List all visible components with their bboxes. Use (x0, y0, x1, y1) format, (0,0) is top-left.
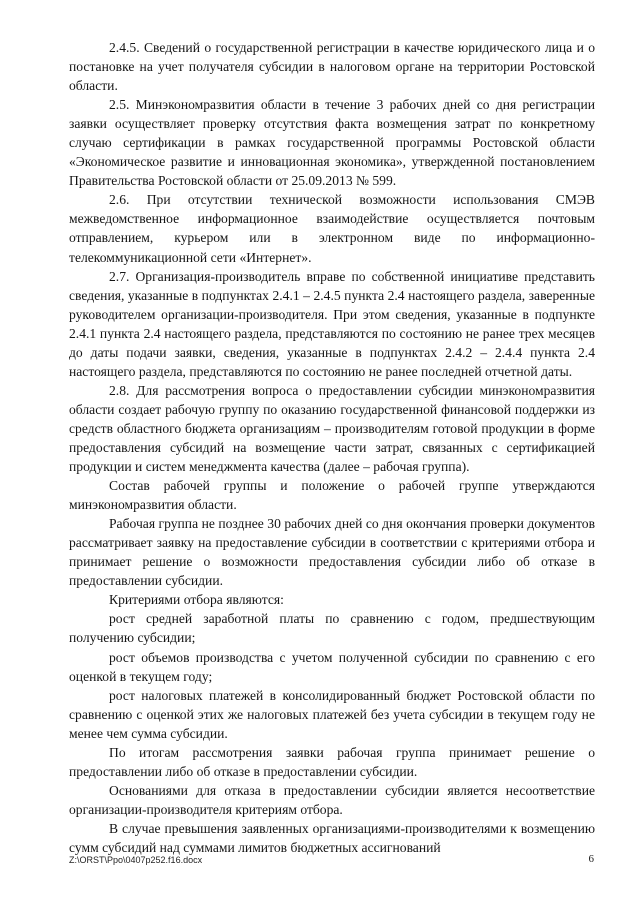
paragraph-2-4-5: 2.4.5. Сведений о государственной регистрации в качестве юридического лица и о постановке на учет получателя субсидии в налоговом органе на территории Ростовской области. (69, 40, 595, 94)
paragraph-criterion-production: рост объемов производства с учетом полученной субсидии по сравнению с его оценкой в текущем году; (69, 649, 595, 684)
paragraph-working-group-review: Рабочая группа не позднее 30 рабочих дней со дня окончания проверки документов рассматривает заявку на предоставление субсидии в соответствии с критериями отбора и принимает решение о возможности предоставления субсидии либо об отказе в предоставлении субсидии. (69, 516, 595, 589)
paragraph-2-7: 2.7. Организация-производитель вправе по собственной инициативе представить сведения, указанные в подпунктах 2.4.1 – 2.4.5 пункта 2.4 настоящего раздела, заверенные руководителем организации-производителя. При этом сведения, указанные в подпункте 2.4.1 пункта 2.4 настоящего раздела, представляются по состоянию не ранее трех месяцев до даты подачи заявки, сведения, указанные в подпунктах 2.4.2 – 2.4.4 пункта 2.4 настоящего раздела, представляются по состоянию не ранее последней отчетной даты. (69, 268, 595, 379)
footer-page-number: 6 (588, 853, 594, 865)
paragraph-criterion-taxes: рост налоговых платежей в консолидированный бюджет Ростовской области по сравнению с оценкой этих же налоговых платежей без учета субсидии в текущем году не менее чем сумма субсидии. (69, 687, 595, 741)
paragraph-decision: По итогам рассмотрения заявки рабочая группа принимает решение о предоставлении либо об отказе в предоставлении субсидии. (69, 744, 595, 779)
document-body (69, 38, 595, 857)
footer-file-path: Z:\ORST\Ppo\0407p252.f16.docx (69, 855, 203, 865)
paragraph-working-group-composition: Состав рабочей группы и положение о рабочей группе утверждаются минэкономразвития области. (69, 478, 595, 513)
paragraph-criterion-salary: рост средней заработной платы по сравнению с годом, предшествующим получению субсидии; (69, 611, 595, 646)
paragraph-excess-claims: В случае превышения заявленных организациями-производителями к возмещению сумм субсидий над суммами лимитов бюджетных ассигнований (69, 820, 595, 855)
paragraph-2-6: 2.6. При отсутствии технической возможности использования СМЭВ межведомственное информационное взаимодействие осуществляется почтовым отправлением, курьером или в электронном виде по информационно-телекоммуникационной сети «Интернет». (69, 192, 595, 265)
paragraph-criteria-heading: Критериями отбора являются: (109, 592, 284, 608)
paragraph-refusal-grounds: Основаниями для отказа в предоставлении субсидии является несоответствие организации-производителя критериям отбора. (69, 782, 595, 817)
paragraph-2-8: 2.8. Для рассмотрения вопроса о предоставлении субсидии минэкономразвития области создает рабочую группу по оказанию государственной финансовой поддержки из средств областного бюджета организациям – производителям готовой продукции в форме предоставления субсидий на возмещение части затрат, связанных с сертификацией продукции и систем менеджмента качества (далее – рабочая группа). (69, 382, 595, 475)
paragraph-2-5: 2.5. Минэкономразвития области в течение 3 рабочих дней со дня регистрации заявки осуществляет проверку отсутствия факта возмещения затрат по конкретному случаю сертификации в рамках государственной программы Ростовской области «Экономическое развитие и инновационная экономика», утвержденной постановлением Правительства Ростовской области от 25.09.2013 № 599. (69, 97, 595, 189)
